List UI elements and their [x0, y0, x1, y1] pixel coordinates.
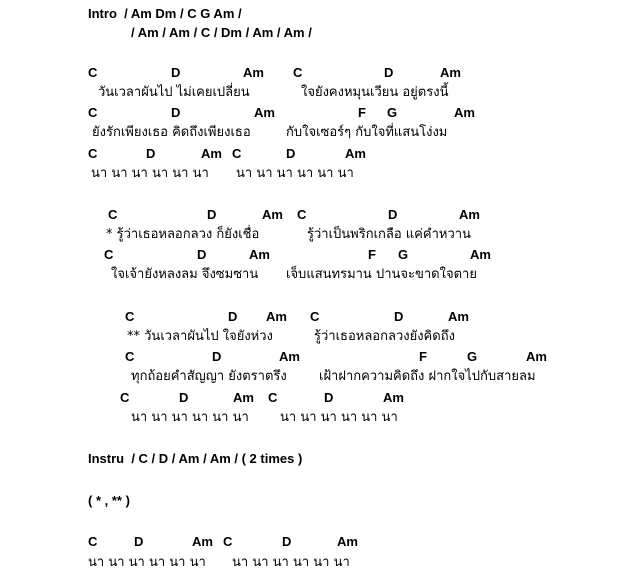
lyric-line: ใจเจ้ายังหลงลม จึงซมซาน: [111, 267, 259, 282]
chord: C: [293, 65, 303, 80]
repeat-marker: ( * , ** ): [88, 493, 130, 508]
lyric-line: ยังรักเพียงเธอ คิดถึงเพียงเธอ: [92, 125, 251, 140]
chord: D: [212, 349, 222, 364]
chord: D: [394, 309, 404, 324]
chord: C: [108, 207, 118, 222]
lyric-line: วันเวลาผันไป ไม่เคยเปลี่ยน: [98, 85, 250, 100]
lyric-line: นา นา นา นา นา นา: [131, 410, 249, 425]
chord: Am: [526, 349, 547, 364]
chord: Am: [243, 65, 264, 80]
chord: D: [207, 207, 217, 222]
chord: D: [282, 534, 292, 549]
chord: D: [171, 105, 181, 120]
lyric-line: รู้ว่าเป็นพริกเกลือ แค่คำหวาน: [307, 227, 471, 242]
chord: G: [467, 349, 478, 364]
chord: D: [324, 390, 334, 405]
instrumental-line: Instru / C / D / Am / Am / ( 2 times ): [88, 451, 303, 466]
chord: D: [286, 146, 296, 161]
intro-line-2: / Am / Am / C / Dm / Am / Am /: [131, 25, 312, 40]
lyric-line: นา นา นา นา นา นา: [236, 166, 354, 181]
chord: G: [398, 247, 409, 262]
chord: C: [232, 146, 242, 161]
chord: D: [384, 65, 394, 80]
lyric-line: กับใจเซอร์ๆ กับใจที่แสนโง่งม: [286, 125, 448, 140]
chord: D: [228, 309, 238, 324]
lyric-line: รู้ว่าเธอหลอกลวงยังคิดถึง: [314, 329, 455, 344]
chord: C: [223, 534, 233, 549]
chord: C: [297, 207, 307, 222]
lyric-line: เฝ้าฝากความคิดถึง ฝากใจไปกับสายลม: [319, 369, 536, 384]
chord: C: [104, 247, 114, 262]
chord: C: [125, 349, 135, 364]
chord: C: [310, 309, 320, 324]
chord: D: [134, 534, 144, 549]
lyric-line: * รู้ว่าเธอหลอกลวง ก็ยังเชื่อ: [106, 227, 260, 242]
chord: Am: [249, 247, 270, 262]
lyric-line: นา นา นา นา นา นา: [91, 166, 209, 181]
chord: G: [387, 105, 398, 120]
chord: Am: [454, 105, 475, 120]
lyric-line: เจ็บแสนทรมาน ปานจะขาดใจตาย: [286, 267, 477, 282]
lyric-line: นา นา นา นา นา นา: [88, 555, 206, 570]
chord: Am: [345, 146, 366, 161]
chord: F: [419, 349, 427, 364]
chord: Am: [470, 247, 491, 262]
chord: Am: [266, 309, 287, 324]
lyric-line: นา นา นา นา นา นา: [232, 555, 350, 570]
chord: Am: [262, 207, 283, 222]
chord: C: [125, 309, 135, 324]
chord: C: [88, 146, 98, 161]
chord: F: [368, 247, 376, 262]
chord: Am: [254, 105, 275, 120]
chord: Am: [383, 390, 404, 405]
lyric-line: ทุกถ้อยคำสัญญา ยังตราตรึง: [131, 369, 287, 384]
chord: D: [146, 146, 156, 161]
chord: Am: [233, 390, 254, 405]
chord: D: [179, 390, 189, 405]
chord: Am: [440, 65, 461, 80]
chord: C: [88, 65, 98, 80]
lyric-line: ** วันเวลาผันไป ใจยังห่วง: [127, 329, 273, 344]
chord: Am: [201, 146, 222, 161]
chord: D: [197, 247, 207, 262]
chord: C: [120, 390, 130, 405]
chord: Am: [459, 207, 480, 222]
chord: Am: [337, 534, 358, 549]
chord: C: [88, 105, 98, 120]
chord: C: [268, 390, 278, 405]
chord: F: [358, 105, 366, 120]
chord: C: [88, 534, 98, 549]
chord: D: [171, 65, 181, 80]
lyric-line: ใจยังคงหมุนเวียน อยู่ตรงนี้: [301, 85, 449, 100]
lyric-line: นา นา นา นา นา นา: [280, 410, 398, 425]
chord: Am: [279, 349, 300, 364]
chord: Am: [448, 309, 469, 324]
chord: D: [388, 207, 398, 222]
intro-line-1: Intro / Am Dm / C G Am /: [88, 6, 242, 21]
chord: Am: [192, 534, 213, 549]
